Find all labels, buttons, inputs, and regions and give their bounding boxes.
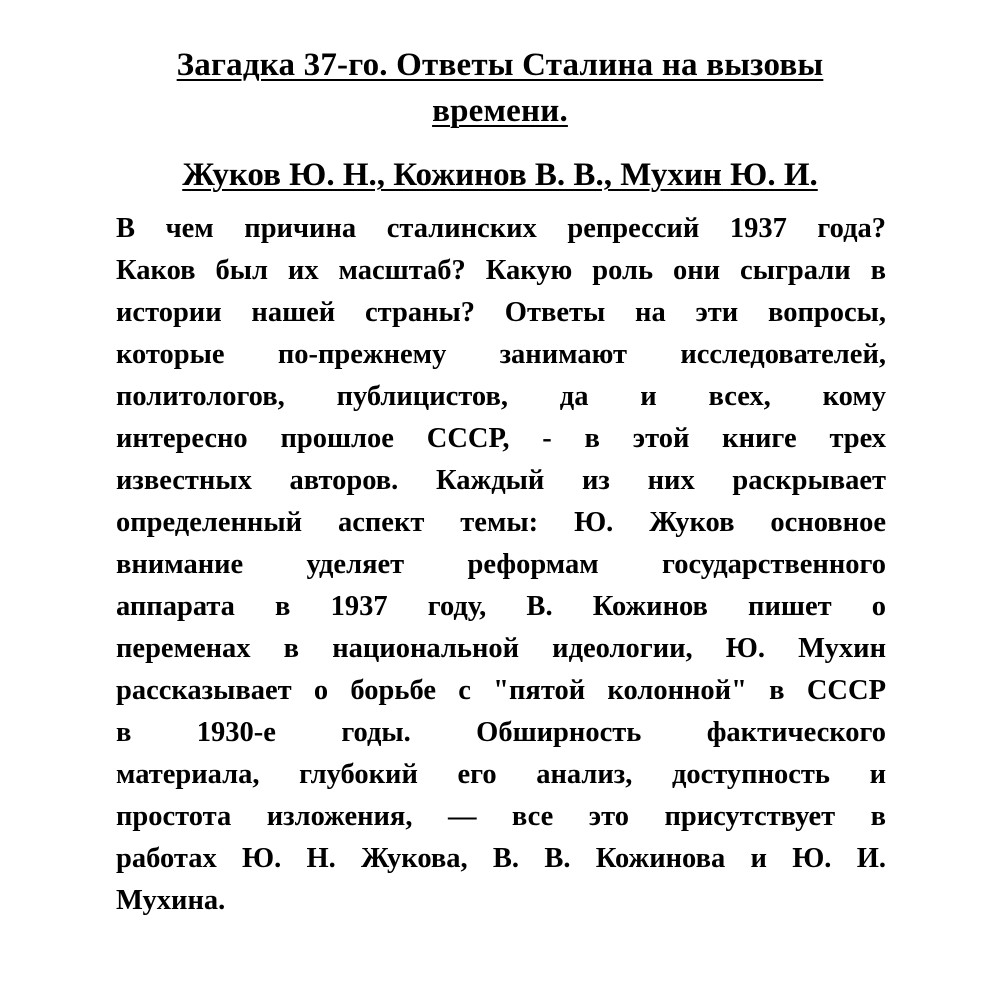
- abstract-line: которые по-прежнему занимают исследователей,: [116, 339, 886, 370]
- book-title: [110, 42, 890, 134]
- book-title-text: Загадка 37-го. Ответы Сталина на вызовы времени.: [176, 47, 824, 129]
- abstract-line: аппарата в 1937 году, В. Кожинов пишет о: [116, 591, 886, 622]
- abstract-line: Мухина.: [116, 885, 226, 916]
- abstract-line: рассказывает о борьбе с "пятой колонной" в СССР: [116, 675, 886, 706]
- book-abstract: [116, 208, 886, 922]
- abstract-line: политологов, публицистов, да и всех, кому: [116, 381, 886, 412]
- abstract-line: переменах в национальной идеологии, Ю. Мухин: [116, 633, 886, 664]
- abstract-line: материала, глубокий его анализ, доступность и: [116, 759, 886, 790]
- abstract-line: Каков был их масштаб? Какую роль они сыграли в: [116, 255, 886, 286]
- abstract-line: интересно прошлое СССР, - в этой книге трех: [116, 423, 886, 454]
- abstract-line: известных авторов. Каждый из них раскрывает: [116, 465, 886, 496]
- abstract-line: истории нашей страны? Ответы на эти вопросы,: [116, 297, 886, 328]
- abstract-line: внимание уделяет реформам государственного: [116, 549, 886, 580]
- abstract-line: В чем причина сталинских репрессий 1937 года?: [116, 213, 886, 244]
- abstract-line: работах Ю. Н. Жукова, В. В. Кожинова и Ю. И.: [116, 843, 886, 874]
- abstract-line: определенный аспект темы: Ю. Жуков основное: [116, 507, 886, 538]
- abstract-line: в 1930-е годы. Обширность фактического: [116, 717, 886, 748]
- book-authors: [110, 152, 890, 198]
- book-authors-text: Жуков Ю. Н., Кожинов В. В., Мухин Ю. И.: [182, 157, 818, 193]
- abstract-line: простота изложения, — все это присутствует в: [116, 801, 886, 832]
